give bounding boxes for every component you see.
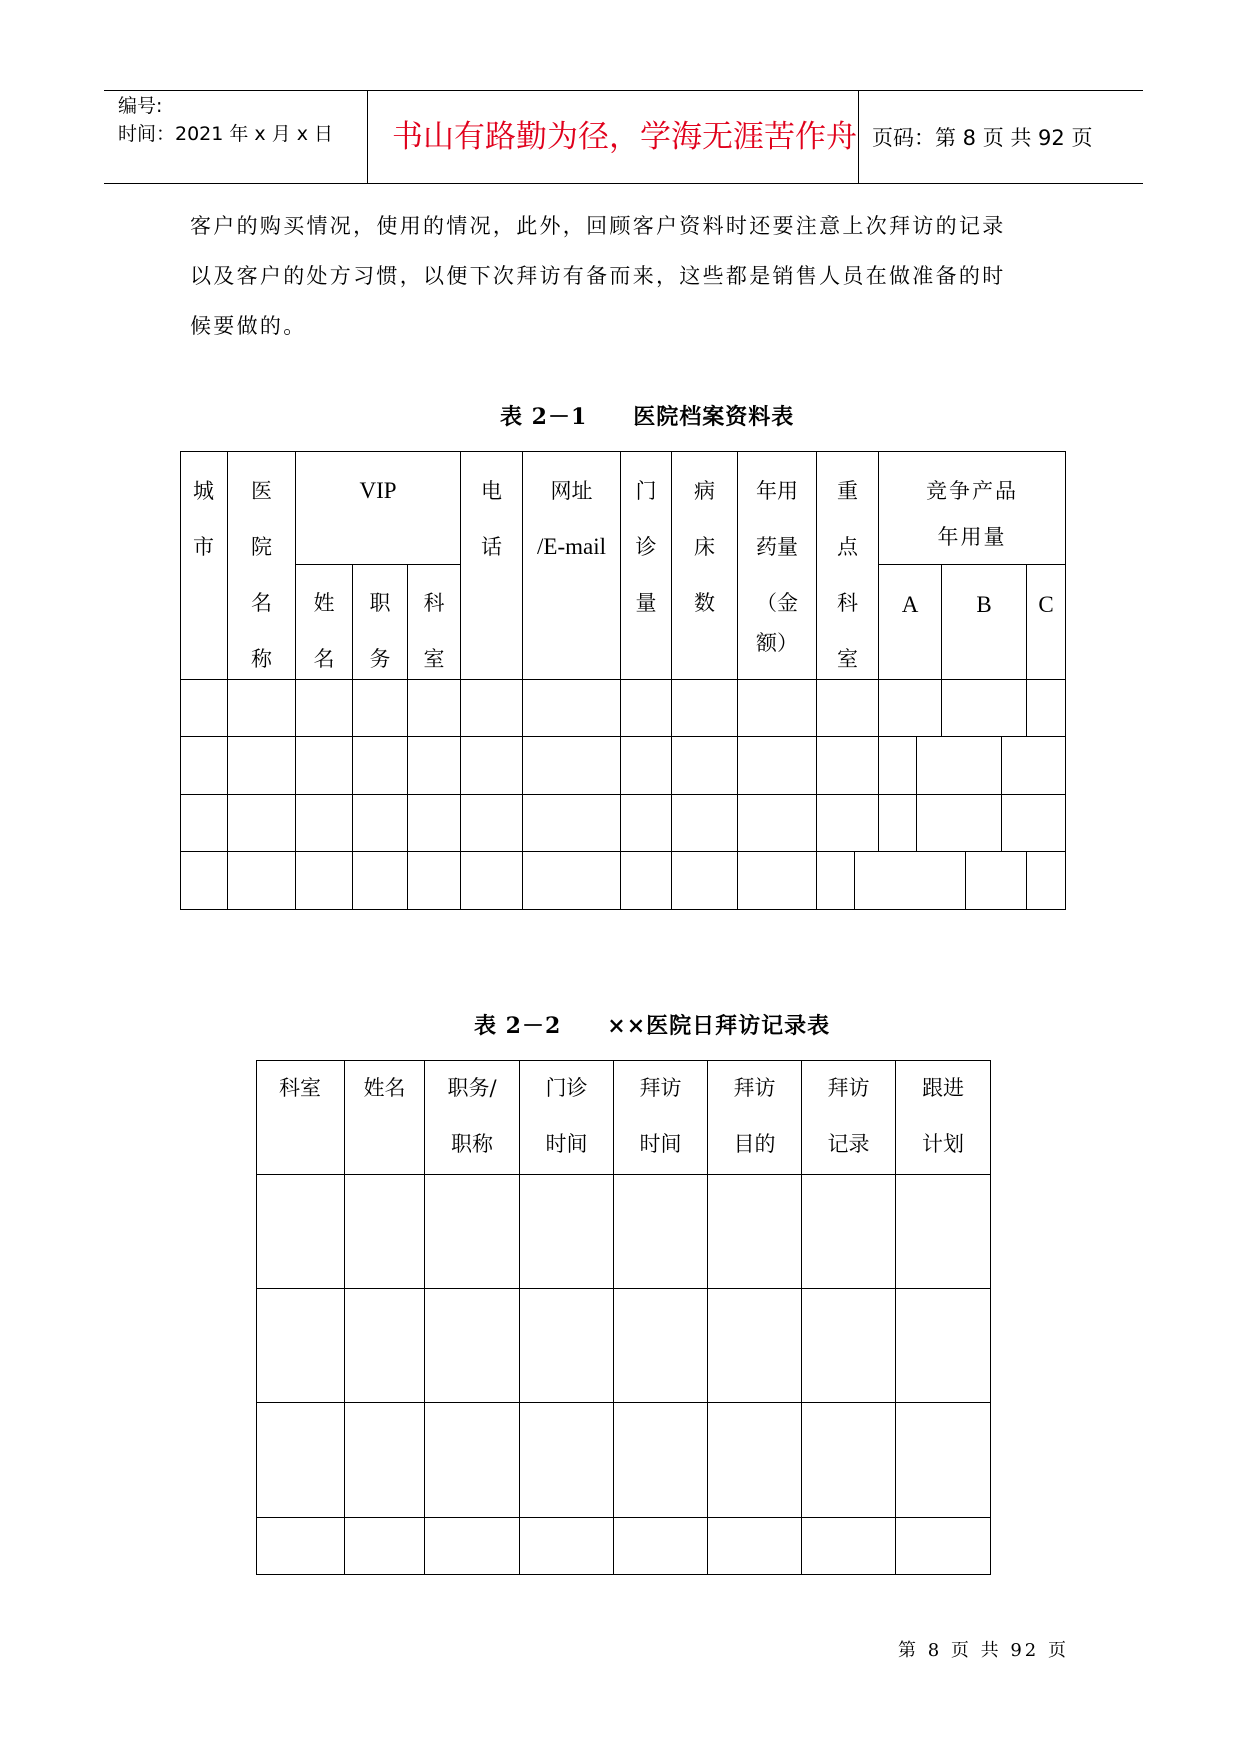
table1-cell[interactable] bbox=[917, 795, 1002, 852]
table1-cell[interactable] bbox=[879, 737, 917, 795]
header-vip-title-label: 职务 bbox=[369, 591, 391, 671]
table1-cell[interactable] bbox=[523, 795, 621, 852]
table2-cell[interactable] bbox=[520, 1175, 614, 1289]
table2-cell[interactable] bbox=[896, 1403, 991, 1518]
paragraph-line: 客户的购买情况，使用的情况，此外，回顾客户资料时还要注意上次拜访的记录 bbox=[190, 214, 1006, 238]
table1-cell[interactable] bbox=[353, 852, 408, 910]
table2-caption: 表 2－2 ××医院日拜访记录表 bbox=[474, 1013, 831, 1039]
table2-cell[interactable] bbox=[345, 1403, 425, 1518]
header-vip-name-text bbox=[296, 575, 352, 687]
header-visit-purpose bbox=[708, 1060, 802, 1175]
header-hospital-name bbox=[228, 451, 296, 680]
header-position bbox=[425, 1060, 520, 1175]
table1-cell[interactable] bbox=[966, 852, 1027, 910]
table2-cell[interactable] bbox=[708, 1518, 802, 1575]
table1-cell[interactable] bbox=[738, 795, 817, 852]
table1-cell[interactable] bbox=[621, 737, 672, 795]
header-key-dept-label: 重点科室 bbox=[837, 479, 858, 671]
table2-cell[interactable] bbox=[425, 1175, 520, 1289]
paragraph-line: 候要做的。 bbox=[190, 314, 307, 338]
header-competitor-line2: 年用量 bbox=[937, 525, 1007, 549]
header-page-info: 页码：第 8 页 共 92 页 bbox=[872, 126, 1093, 150]
table1-cell[interactable] bbox=[621, 680, 672, 737]
table1-cell[interactable] bbox=[353, 737, 408, 795]
header-competitor-c-label: C bbox=[1038, 592, 1054, 617]
table2-cell[interactable] bbox=[425, 1518, 520, 1575]
table1-cell[interactable] bbox=[228, 680, 296, 737]
header-visit-record bbox=[802, 1060, 896, 1175]
table1-cell[interactable] bbox=[180, 852, 228, 910]
table2-cell[interactable] bbox=[896, 1518, 991, 1575]
header-competitor-a-label: A bbox=[901, 592, 919, 617]
table2-cell[interactable] bbox=[614, 1518, 708, 1575]
header-city bbox=[180, 451, 228, 680]
table1-cell[interactable] bbox=[817, 737, 879, 795]
header-outpatient bbox=[621, 451, 672, 680]
header-phone-label: 电话 bbox=[481, 479, 502, 559]
page-footer: 第 8 页 共 92 页 bbox=[898, 1640, 1069, 1661]
table2-cell[interactable] bbox=[802, 1403, 896, 1518]
table1-cell[interactable] bbox=[408, 852, 461, 910]
table1-cell[interactable] bbox=[408, 795, 461, 852]
header-competitor bbox=[879, 451, 1066, 565]
header-annual-line2: 药量 bbox=[756, 535, 798, 559]
header-website-line1: 网址 bbox=[550, 479, 593, 503]
header-visit-purpose-line1: 拜访 bbox=[733, 1076, 776, 1100]
header-divider-left bbox=[367, 90, 368, 183]
time-label: 时间：2021 年 x 月 x 日 bbox=[118, 123, 334, 145]
table2-cell[interactable] bbox=[256, 1289, 345, 1403]
table1-cell[interactable] bbox=[738, 737, 817, 795]
table1-cell[interactable] bbox=[180, 737, 228, 795]
header-vip-name bbox=[296, 565, 353, 680]
table1-cell[interactable] bbox=[408, 737, 461, 795]
table1-cell[interactable] bbox=[672, 795, 738, 852]
table2-cell[interactable] bbox=[345, 1175, 425, 1289]
table1-caption: 表 2－1 医院档案资料表 bbox=[500, 404, 795, 430]
table1-cell[interactable] bbox=[738, 680, 817, 737]
table2-cell[interactable] bbox=[256, 1403, 345, 1518]
header-annual-line4: 额） bbox=[756, 631, 798, 655]
table1-cell[interactable] bbox=[942, 680, 1027, 737]
table2-cell[interactable] bbox=[614, 1289, 708, 1403]
table1-cell[interactable] bbox=[1002, 795, 1066, 852]
table2-cell[interactable] bbox=[520, 1403, 614, 1518]
header-top-rule bbox=[104, 90, 1143, 91]
header-vip-title bbox=[353, 565, 408, 680]
table2-cell[interactable] bbox=[708, 1175, 802, 1289]
table1-cell[interactable] bbox=[672, 680, 738, 737]
header-city-text bbox=[180, 463, 227, 575]
header-website-line2: /E-mail bbox=[537, 534, 606, 559]
table2-cell[interactable] bbox=[896, 1289, 991, 1403]
table2-cell[interactable] bbox=[614, 1175, 708, 1289]
serial-number-label: 编号: bbox=[118, 95, 163, 117]
table1-cell[interactable] bbox=[817, 680, 879, 737]
header-motto: 书山有路勤为径，学海无涯苦作舟 bbox=[392, 119, 857, 155]
header-competitor-a bbox=[879, 565, 942, 680]
header-competitor-line1: 竞争产品 bbox=[926, 479, 1018, 503]
table2-cell[interactable] bbox=[520, 1289, 614, 1403]
table1-cell[interactable] bbox=[180, 795, 228, 852]
header-vip-dept bbox=[408, 565, 461, 680]
header-department bbox=[256, 1060, 345, 1175]
table1-cell[interactable] bbox=[1002, 737, 1066, 795]
table1-cell[interactable] bbox=[180, 680, 228, 737]
header-phone bbox=[461, 451, 523, 680]
header-followup-plan-line1: 跟进 bbox=[922, 1076, 964, 1100]
header-hospital-label: 医院名称 bbox=[251, 479, 272, 671]
table1-cell[interactable] bbox=[408, 680, 461, 737]
header-followup-plan bbox=[896, 1060, 991, 1175]
header-website bbox=[523, 451, 621, 680]
header-annual-line3: （金 bbox=[756, 591, 798, 615]
header-key-dept bbox=[817, 451, 879, 680]
header-beds-text bbox=[672, 463, 737, 631]
table1-cell[interactable] bbox=[461, 680, 523, 737]
table1-cell[interactable] bbox=[296, 680, 353, 737]
table2-cell[interactable] bbox=[802, 1289, 896, 1403]
table1-cell[interactable] bbox=[917, 737, 1002, 795]
table2-cell[interactable] bbox=[425, 1403, 520, 1518]
header-visit-record-line2: 记录 bbox=[827, 1132, 870, 1156]
table1-cell[interactable] bbox=[523, 680, 621, 737]
table2-cell[interactable] bbox=[520, 1518, 614, 1575]
header-outpatient-text bbox=[621, 463, 671, 631]
table1-cell[interactable] bbox=[296, 737, 353, 795]
table2-cell[interactable] bbox=[708, 1403, 802, 1518]
header-beds-label: 病床数 bbox=[694, 479, 715, 615]
table2-cell[interactable] bbox=[256, 1518, 345, 1575]
paragraph-line: 以及客户的处方习惯，以便下次拜访有备而来，这些都是销售人员在做准备的时 bbox=[190, 264, 1006, 288]
table2-cell[interactable] bbox=[345, 1289, 425, 1403]
header-divider-right bbox=[858, 90, 859, 183]
header-visit-time bbox=[614, 1060, 708, 1175]
header-vip-dept-label: 科室 bbox=[423, 591, 445, 671]
table1-cell[interactable] bbox=[461, 852, 523, 910]
header-beds bbox=[672, 451, 738, 680]
table1-cell[interactable] bbox=[461, 795, 523, 852]
table1-cell[interactable] bbox=[353, 795, 408, 852]
header-vip-dept-text bbox=[408, 575, 460, 687]
table1-cell[interactable] bbox=[621, 852, 672, 910]
header-position-line1: 职务/ bbox=[447, 1076, 497, 1100]
table1-cell[interactable] bbox=[228, 852, 296, 910]
table1-cell[interactable] bbox=[523, 852, 621, 910]
table2-cell[interactable] bbox=[425, 1289, 520, 1403]
table1-cell[interactable] bbox=[296, 795, 353, 852]
header-visit-record-line1: 拜访 bbox=[827, 1076, 870, 1100]
header-vip-title-text bbox=[353, 575, 407, 687]
header-competitor-b-label: B bbox=[976, 592, 992, 617]
header-hospital-name-text bbox=[228, 463, 295, 687]
header-competitor-c bbox=[1027, 565, 1066, 680]
table1-cell[interactable] bbox=[461, 737, 523, 795]
table2-cell[interactable] bbox=[345, 1518, 425, 1575]
header-clinic-time-line1: 门诊 bbox=[545, 1076, 588, 1100]
header-visit-time-line1: 拜访 bbox=[639, 1076, 682, 1100]
header-followup-plan-line2: 计划 bbox=[922, 1132, 964, 1156]
header-department-line1: 科室 bbox=[279, 1076, 321, 1100]
table1-cell[interactable] bbox=[228, 737, 296, 795]
header-vip bbox=[296, 451, 461, 565]
header-bottom-rule bbox=[104, 183, 1143, 184]
table2-cell[interactable] bbox=[614, 1403, 708, 1518]
table2-cell[interactable] bbox=[802, 1175, 896, 1289]
table1-cell[interactable] bbox=[672, 737, 738, 795]
header-visit-time-line2: 时间 bbox=[639, 1132, 682, 1156]
header-competitor-b bbox=[942, 565, 1027, 680]
table1-cell[interactable] bbox=[523, 737, 621, 795]
header-annual-amount bbox=[738, 451, 817, 680]
header-position-line2: 职称 bbox=[451, 1132, 493, 1156]
header-clinic-time-line2: 时间 bbox=[545, 1132, 588, 1156]
table1-cell[interactable] bbox=[817, 852, 855, 910]
table1-cell[interactable] bbox=[353, 680, 408, 737]
table1-cell[interactable] bbox=[879, 680, 942, 737]
header-phone-text bbox=[461, 463, 522, 575]
table1-cell[interactable] bbox=[1027, 852, 1066, 910]
header-visit-purpose-line2: 目的 bbox=[733, 1132, 776, 1156]
table2-cell[interactable] bbox=[802, 1518, 896, 1575]
table1-cell[interactable] bbox=[296, 852, 353, 910]
table1-cell[interactable] bbox=[672, 852, 738, 910]
table2-cell[interactable] bbox=[256, 1175, 345, 1289]
table1-cell[interactable] bbox=[817, 795, 879, 852]
table1-cell[interactable] bbox=[738, 852, 817, 910]
header-vip-name-label: 姓名 bbox=[313, 591, 335, 671]
header-key-dept-text bbox=[817, 463, 878, 687]
header-name bbox=[345, 1060, 425, 1175]
table1-cell[interactable] bbox=[855, 852, 966, 910]
header-vip-label: VIP bbox=[359, 478, 397, 503]
table1-cell[interactable] bbox=[621, 795, 672, 852]
table2-cell[interactable] bbox=[708, 1289, 802, 1403]
header-annual-line1: 年用 bbox=[756, 479, 798, 503]
table1-cell[interactable] bbox=[1027, 680, 1066, 737]
table1-cell[interactable] bbox=[228, 795, 296, 852]
table2-cell[interactable] bbox=[896, 1175, 991, 1289]
header-clinic-time bbox=[520, 1060, 614, 1175]
header-outpatient-label: 门诊量 bbox=[635, 479, 657, 615]
header-name-line1: 姓名 bbox=[363, 1076, 406, 1100]
table1-cell[interactable] bbox=[879, 795, 917, 852]
header-city-label: 城市 bbox=[193, 479, 214, 559]
